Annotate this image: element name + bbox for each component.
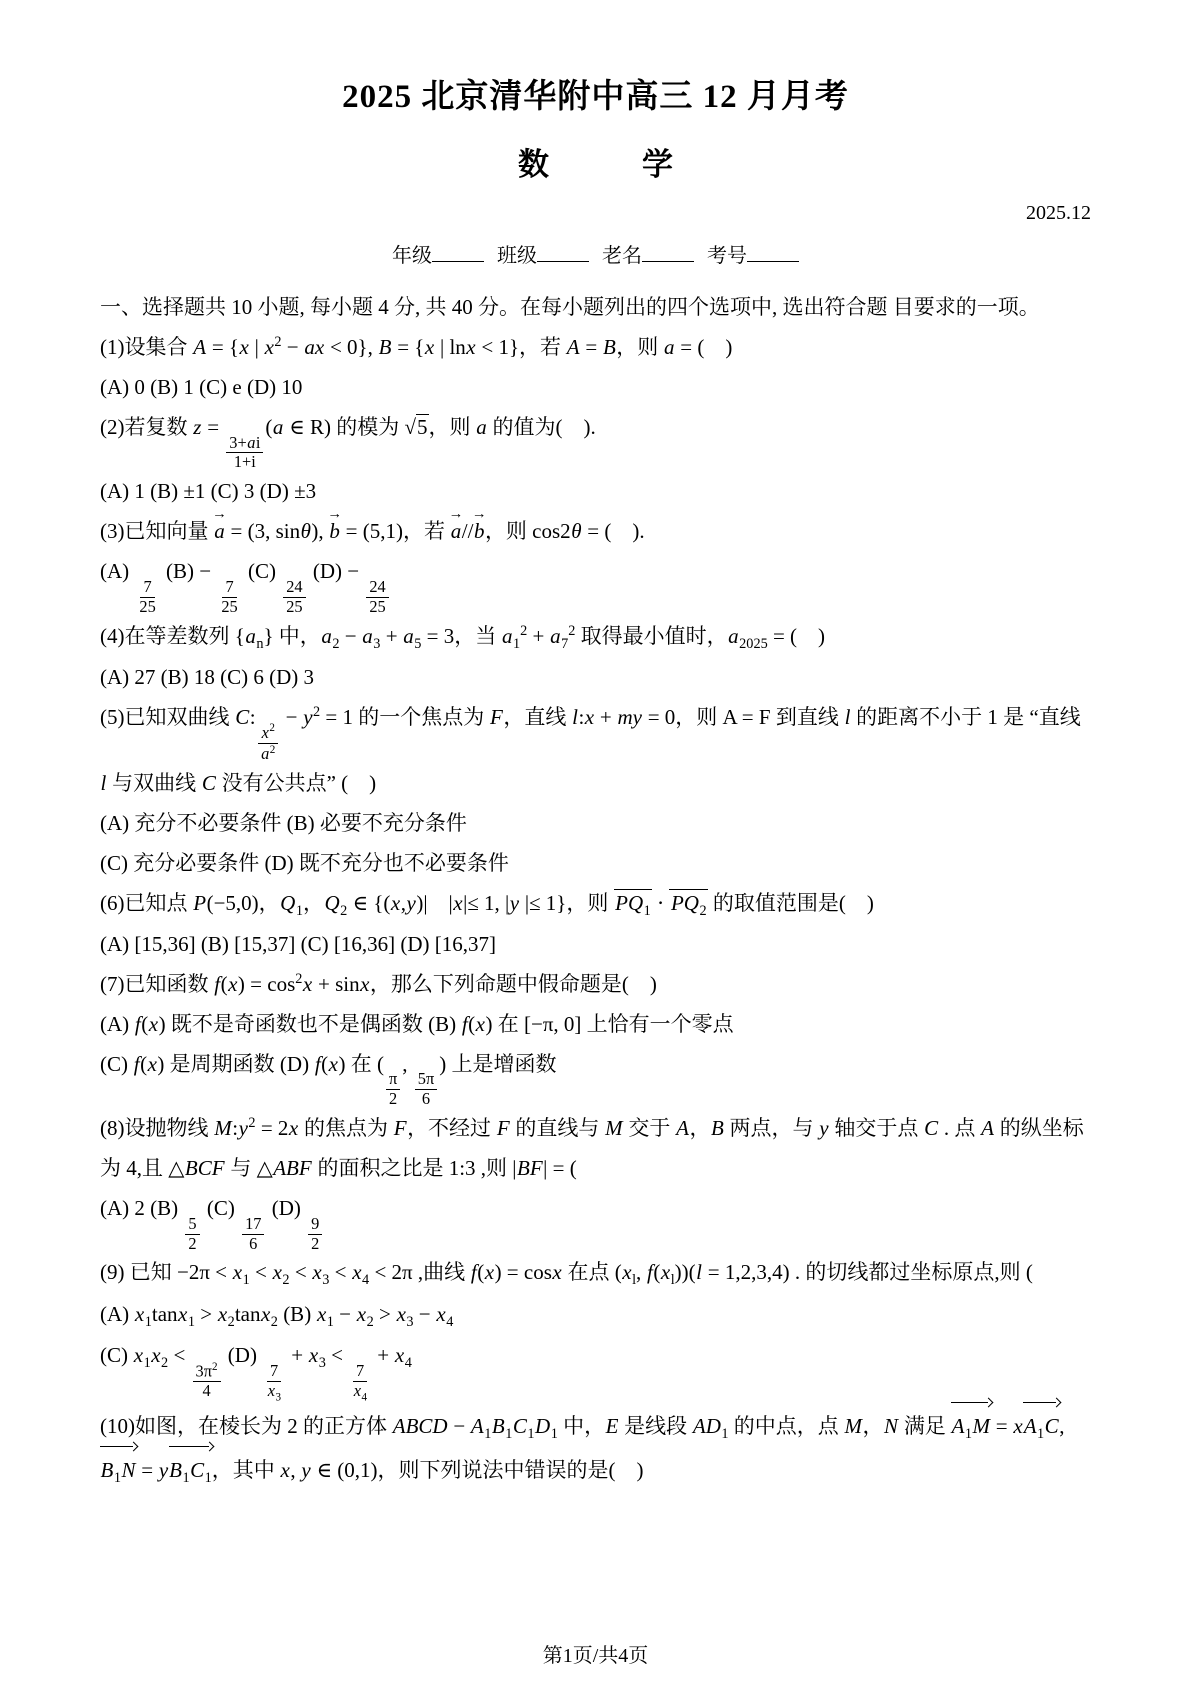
name-label: 老名 [602,245,642,267]
class-blank [537,241,589,262]
exam-number-label: 考号 [707,245,747,267]
name-blank [642,241,694,262]
question-2-stem: (2)若复数 z = $\frac{3+ai}{1+i}$ (a ∈ R) 的模为 √5，则 a 的值为( ). [100,414,596,472]
question-9-options-ab: (A) $x_1\tan x_1 > x_2\tan x_2$ (B) $x_1 - x_2 > x_3 - x_4$ [100,1301,454,1330]
name-field [602,245,694,267]
question-3-options: (A) $\frac{7}{25}$ (B) − $\frac{7}{25}$ (C) $\frac{24}{25}$ (D) − $\frac{24}{25}$ [100,552,1091,617]
question-5-stem: (5)已知双曲线 C: $\frac{x^2}{a^2}$ − $y^2 = 1$ 的一个焦点为 F，直线 l:x + my = 0，则 A = F 到直线 l 的距离不小于 1 是 “直线 l 与双曲线 C 没有公共点” ( ) [100,703,1081,795]
class-label: 班级 [497,245,537,267]
section-1-instructions: 一、选择题共 10 小题, 每小题 4 分, 共 40 分。在每小题列出的四个选项中, 选出符合题 目要求的一项。 [100,295,1040,319]
question-8-stem: (8)设抛物线 $M:y^2 = 2x$ 的焦点为 F，不经过 F 的直线与 M 交于 A，B 两点，与 y 轴交于点 C . 点 A 的纵坐标为 4,且 △BCF 与 △ABF 的面积之比是 1:3 ,则 |BF| = ( [100,1115,1084,1180]
question-6-stem: (6)已知点 P(−5,0)，$Q_1$，$Q_2$ ∈ {(x,y)| |x|≤ 1, |y |≤ 1}，则 $PQ_1 \cdot PQ_2$ 的取值范围是( ) [100,890,874,919]
question-10-stem: (10)如图，在棱长为 2 的正方体 ABCD − $A_1B_1C_1D_1$ 中，E 是线段 $AD_1$ 的中点，点 M，N 满足 $A_1M = xA_1C$, $B_1N = yB_1C_1$，其中 x, y ∈ (0,1)，则下列说法中错误的是( ) [100,1404,1091,1493]
exam-number-blank [747,241,799,262]
grade-label: 年级 [392,245,432,267]
question-4-stem: (4)在等差数列 $\{a_n\}$ 中，$a_2 - a_3 + a_5 = 3$，当 $a_1^2 + a_7^2$ 取得最小值时，$a_{2025}$ = ( ) [100,622,826,652]
question-1-options: (A) 0 (B) 1 (C) e (D) 10 [100,374,303,399]
student-info-row [100,239,1091,268]
question-5-options-cd: (C) 充分必要条件 (D) 既不充分也不必要条件 [100,850,509,875]
question-7-stem: (7)已知函数 $f(x) = \cos^2x + \sin x$，那么下列命题中假命题是( ) [100,970,657,996]
questions-content [100,328,1091,1493]
question-4-options: (A) 27 (B) 18 (C) 6 (D) 3 [100,664,315,689]
question-7-options-cd: (C) f(x) 是周期函数 (D) f(x) 在 ( $\frac{\pi}{2}$ , $\frac{5\pi}{6}$ ) 上是增函数 [100,1051,557,1109]
subject-title: 数 学 [518,147,673,182]
question-1-stem: (1)设集合 A = {x | $x^2$ − ax < 0}, B = {x | lnx < 1}，若 A = B，则 a = ( ) [100,333,733,359]
page-number-footer: 第1页/共4页 [542,1645,649,1667]
grade-blank [432,241,484,262]
question-9-options-cd: (C) $x_1x_2$ < $\frac{3\pi^2}{4}$ (D) $\frac{7}{x_3}$ + $x_3$ < $\frac{7}{x_4}$ + $x_4$ [100,1343,412,1404]
question-6-options: (A) [15,36] (B) [15,37] (C) [16,36] (D) [16,37] [100,931,496,956]
question-5-options-ab: (A) 充分不必要条件 (B) 必要不充分条件 [100,810,467,835]
question-7-options-ab: (A) f(x) 既不是奇函数也不是偶函数 (B) f(x) 在 [−π, 0] 上恰有一个零点 [100,1011,734,1036]
exam-date: 2025.12 [1026,202,1091,224]
class-field [497,245,589,267]
grade-field [392,245,484,267]
question-9-stem: (9) 已知 $-2\pi < x_1 < x_2 < x_3 < x_4 < 2\pi$ ,曲线 f(x) = cosx 在点 ($x_l$, $f(x_l))(l = 1,2,3,4)$ . 的切线都过坐标原点,则 ( [100,1260,1033,1289]
question-3-stem: (3)已知向量 → a = (3, sinθ), → b = (5,1)，若 → a//→ b，则 cos2θ = ( ). [100,512,1091,552]
question-2-options: (A) 1 (B) ±1 (C) 3 (D) ±3 [100,479,317,504]
page-title: 2025 北京清华附中高三 12 月月考 [342,79,849,115]
question-8-options: (A) 2 (B) $\frac{5}{2}$ (C) $\frac{17}{6}$ (D) $\frac{9}{2}$ [100,1189,1091,1254]
exam-number-field [707,245,799,267]
